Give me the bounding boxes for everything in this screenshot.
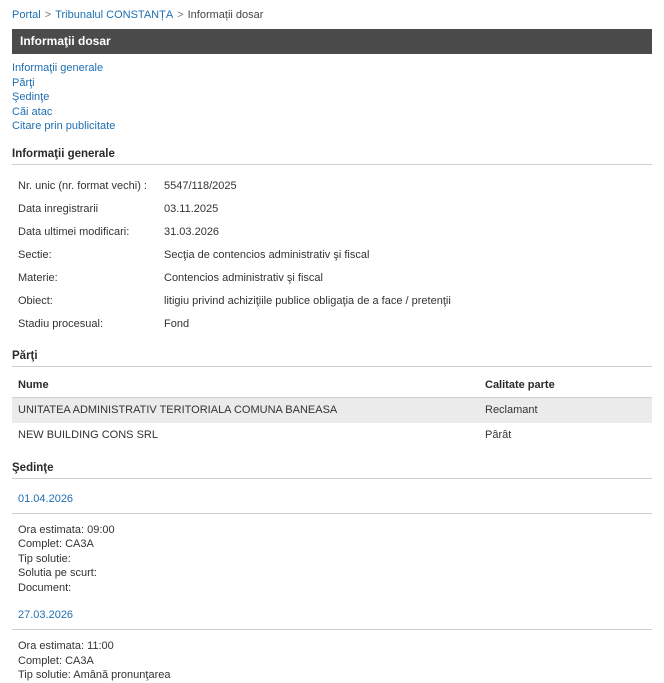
party-quality: Reclamant [479,397,652,423]
breadcrumb-separator-2: > [177,9,184,21]
breadcrumb [0,0,664,29]
table-row [12,423,652,448]
table-row [12,244,652,267]
info-label-nr-unic: Nr. unic (nr. format vechi) : [18,179,147,192]
hearing-item [12,479,652,596]
anchor-link-citare-prin-publicitate[interactable]: Citare prin publicitate [12,120,116,132]
info-label-sectie: Sectie: [18,248,52,261]
hearing-details [12,630,652,683]
parties-table-header [12,376,652,398]
table-row [12,313,652,336]
party-quality: Pârât [485,428,512,441]
anchor-link-cai-atac[interactable]: Căi atac [12,105,53,118]
breadcrumb-separator-1: > [44,9,52,21]
info-label-data-ultimei-modificari: Data ultimei modificari: [18,225,130,238]
info-value-materie: Contencios administrativ şi fiscal [164,271,323,284]
hearing-ora-estimata: Ora estimata: 09:00 [18,523,115,536]
hearing-solutia-pe-scurt: Solutia pe scurt: [18,567,97,579]
anchor-link-parti[interactable]: Părţi [12,76,35,89]
info-value-obiect: litigiu privind achiziţiile publice obligaţia de a face / pretenţii [164,294,451,307]
parties-table [12,376,652,448]
anchor-link-sedinte[interactable]: Şedinţe [12,91,50,103]
anchor-link-informatii-generale[interactable]: Informaţii generale [12,62,104,74]
table-row [12,397,652,423]
info-value-data-ultimei-modificari: 31.03.2026 [164,225,220,238]
info-label-obiect: Obiect: [18,294,53,307]
breadcrumb-current: Informații dosar [187,9,264,21]
breadcrumb-link-portal[interactable]: Portal [12,9,41,21]
page-title: Informaţii dosar [12,29,652,54]
party-name: UNITATEA ADMINISTRATIV TERITORIALA COMUNA BANEASA [12,397,479,423]
table-row [12,267,652,290]
info-label-materie: Materie: [18,271,58,284]
table-row [12,175,652,198]
info-label-stadiu-procesual: Stadiu procesual: [18,317,103,330]
column-header-nume: Nume [12,376,479,398]
hearing-tip-solutie: Tip solutie: [18,552,71,565]
info-value-sectie: Secţia de contencios administrativ şi fiscal [164,248,370,261]
table-row [12,221,652,244]
info-value-nr-unic: 5547/118/2025 [164,179,237,192]
hearing-document: Document: [18,581,72,594]
column-header-calitate-parte: Calitate parte [479,376,652,398]
table-row [12,198,652,221]
anchor-link-list [12,61,652,134]
hearing-item [12,595,652,683]
hearing-complet: Complet: CA3A [18,538,94,550]
section-heading-informatii-generale: Informaţii generale [12,148,652,165]
hearing-details [12,514,652,596]
table-row [12,290,652,313]
hearing-ora-estimata: Ora estimata: 11:00 [18,640,114,652]
section-heading-parti: Părţi [12,350,652,367]
party-name: NEW BUILDING CONS SRL [18,428,158,441]
breadcrumb-link-court[interactable]: Tribunalul CONSTANȚA [55,9,174,21]
section-heading-sedinte: Şedinţe [12,462,652,479]
hearing-date[interactable]: 01.04.2026 [12,479,652,514]
info-value-stadiu-procesual: Fond [164,317,190,330]
hearing-date[interactable]: 27.03.2026 [12,595,652,630]
info-value-data-inregistrarii: 03.11.2025 [164,202,219,215]
hearing-complet: Complet: CA3A [18,654,94,667]
info-label-data-inregistrarii: Data inregistrarii [18,202,99,215]
hearing-tip-solutie: Tip solutie: Amână pronunţarea [18,669,171,681]
general-info-table [12,175,652,336]
